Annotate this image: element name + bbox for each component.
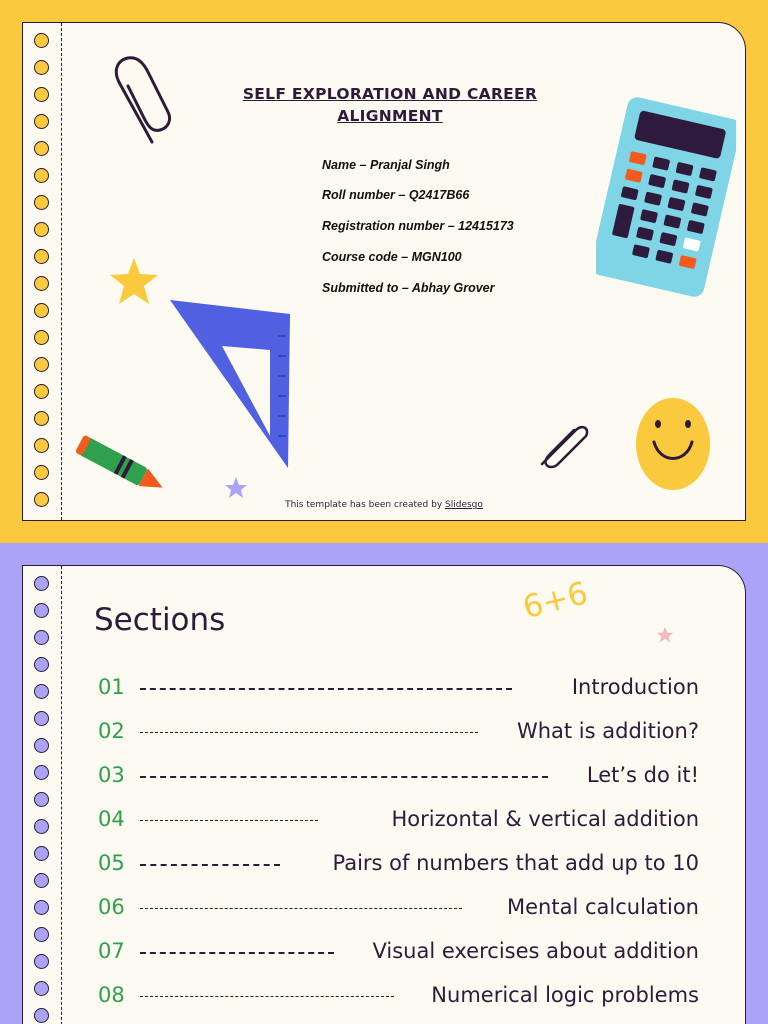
spiral-ring [34, 87, 49, 102]
spiral-ring [34, 819, 49, 834]
spiral-ring [34, 765, 49, 780]
section-label[interactable]: Horizontal & vertical addition [391, 807, 699, 831]
spiral-ring [34, 465, 49, 480]
spiral-ring [34, 303, 49, 318]
spiral-ring [34, 276, 49, 291]
smiley-icon [634, 396, 712, 492]
info-course-code: Course code – MGN100 [322, 250, 462, 264]
dotted-leader [140, 820, 318, 821]
spiral-ring [34, 357, 49, 372]
spiral-ring [34, 222, 49, 237]
spiral-ring [34, 438, 49, 453]
section-number: 02 [98, 719, 125, 743]
section-label[interactable]: What is addition? [516, 719, 699, 743]
spiral-ring [34, 954, 49, 969]
sections-title: Sections [94, 602, 226, 638]
slidesgo-link[interactable]: Slidesgo [445, 500, 483, 510]
spiral-ring [34, 384, 49, 399]
section-row[interactable] [98, 761, 699, 791]
dotted-leader [140, 952, 334, 954]
spiral-ring [34, 33, 49, 48]
spiral-ring [34, 168, 49, 183]
margin-line [61, 566, 62, 1024]
spiral-ring [34, 603, 49, 618]
spiral-ring [34, 792, 49, 807]
spiral-ring [34, 249, 49, 264]
spiral-ring [34, 684, 49, 699]
section-row[interactable] [98, 673, 699, 703]
triangle-ruler-icon [166, 296, 294, 472]
section-number: 05 [98, 851, 125, 875]
paperclip-icon [108, 54, 174, 150]
section-label[interactable]: Let’s do it! [586, 763, 699, 787]
spiral-ring [34, 114, 49, 129]
small-star-icon [224, 476, 248, 500]
spiral-ring [34, 711, 49, 726]
margin-line [61, 23, 62, 520]
dotted-leader [140, 688, 512, 690]
spiral-ring [34, 900, 49, 915]
pink-star-icon [656, 626, 674, 644]
spiral-ring [34, 1008, 49, 1023]
calculator-icon [596, 96, 736, 301]
section-row[interactable] [98, 893, 699, 923]
section-row[interactable] [98, 981, 699, 1011]
spiral-ring [34, 738, 49, 753]
credit-text: This template has been created by [285, 500, 446, 510]
crayon-icon [72, 432, 172, 500]
section-label[interactable]: Pairs of numbers that add up to 10 [332, 851, 699, 875]
section-label[interactable]: Mental calculation [507, 895, 699, 919]
section-label[interactable]: Introduction [571, 675, 699, 699]
section-number: 06 [98, 895, 125, 919]
section-row[interactable] [98, 937, 699, 967]
spiral-ring [34, 576, 49, 591]
spiral-ring [34, 60, 49, 75]
section-label[interactable]: Numerical logic problems [431, 983, 699, 1007]
section-label[interactable]: Visual exercises about addition [372, 939, 699, 963]
dotted-leader [140, 732, 478, 733]
spiral-ring [34, 981, 49, 996]
info-name: Name – Pranjal Singh [322, 158, 450, 172]
six-plus-six-decoration: 6+6 [519, 575, 592, 626]
dotted-leader [140, 776, 548, 778]
dotted-leader [140, 908, 462, 909]
section-row[interactable] [98, 717, 699, 747]
spiral-ring [34, 195, 49, 210]
template-credit [230, 500, 538, 510]
section-number: 08 [98, 983, 125, 1007]
spiral-ring [34, 141, 49, 156]
spiral-ring [34, 411, 49, 426]
info-registration-number: Registration number – 12415173 [322, 219, 514, 233]
spiral-ring [34, 927, 49, 942]
spiral-ring [34, 657, 49, 672]
presentation-title: SELF EXPLORATION AND CAREER ALIGNMENT [242, 85, 538, 125]
section-row[interactable] [98, 805, 699, 835]
spiral-ring [34, 846, 49, 861]
dotted-leader [140, 996, 394, 997]
spiral-ring [34, 873, 49, 888]
paperclip-small-icon [532, 414, 594, 474]
spiral-ring [34, 492, 49, 507]
dotted-leader [140, 864, 280, 866]
spiral-ring [34, 630, 49, 645]
section-number: 03 [98, 763, 125, 787]
section-row[interactable] [98, 849, 699, 879]
star-icon [108, 256, 160, 306]
info-submitted-to: Submitted to – Abhay Grover [322, 281, 495, 295]
section-number: 01 [98, 675, 125, 699]
spiral-ring [34, 330, 49, 345]
info-roll-number: Roll number – Q2417B66 [322, 188, 470, 202]
section-number: 07 [98, 939, 125, 963]
section-number: 04 [98, 807, 125, 831]
